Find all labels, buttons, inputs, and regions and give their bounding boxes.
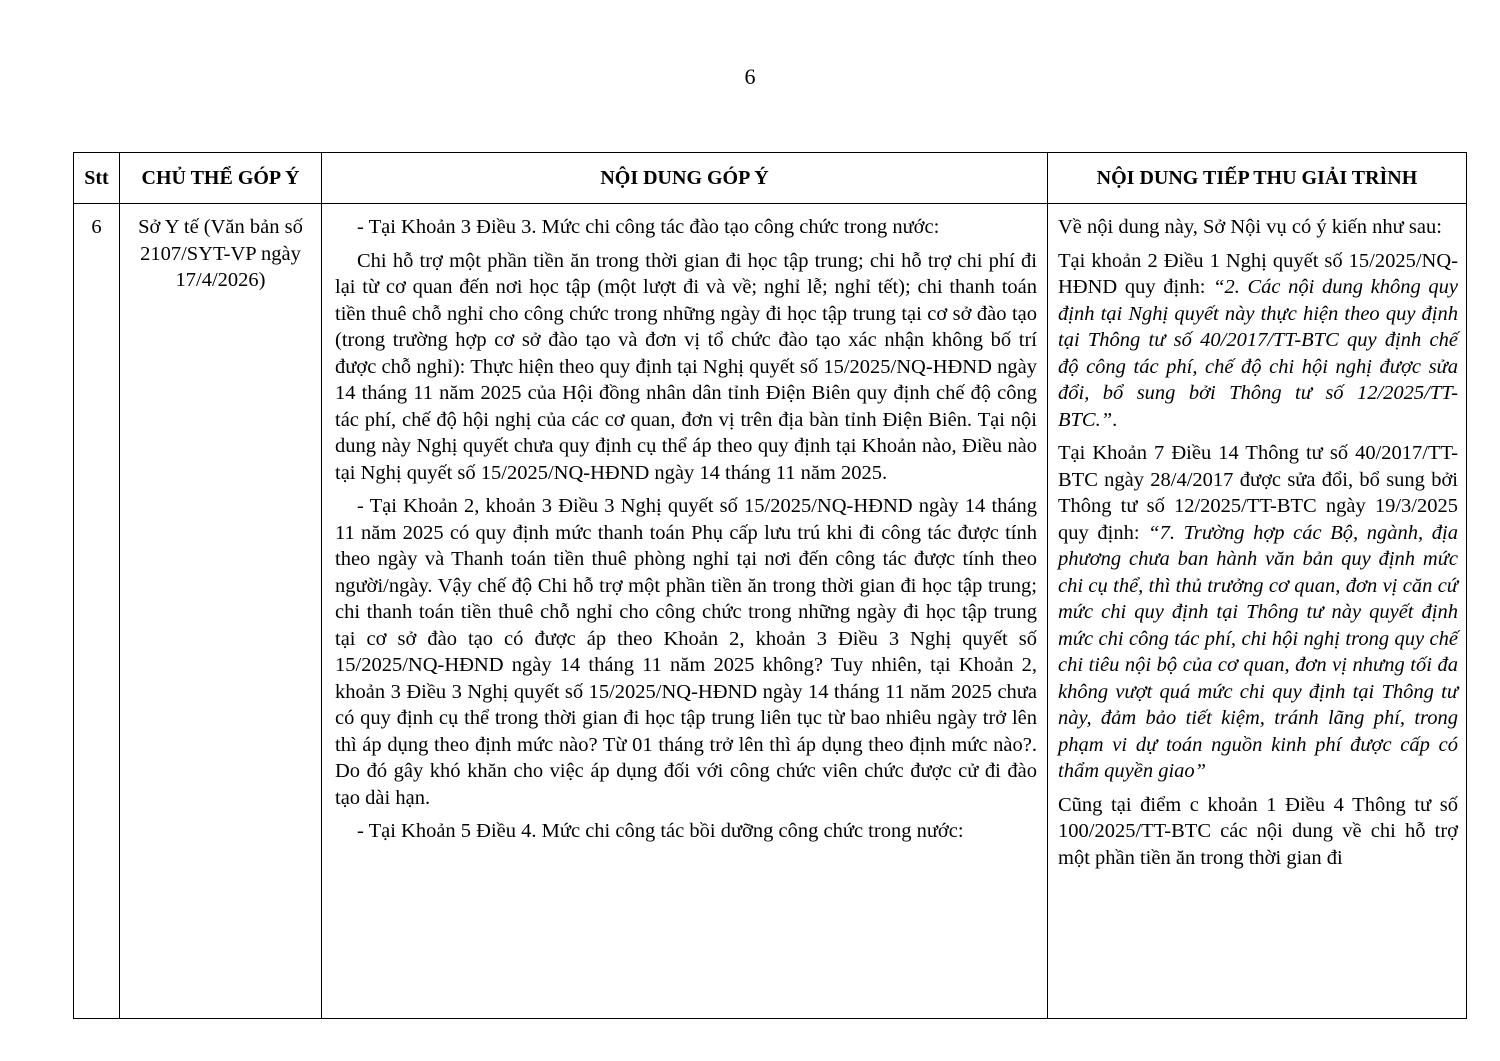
response-tail: . <box>1112 408 1118 431</box>
response-paragraph: Cũng tại điểm c khoản 1 Điều 4 Thông tư số 100/2025/TT-BTC các nội dung về chi hỗ trợ một phần tiền ăn trong thời gian đi <box>1058 793 1458 869</box>
content-paragraph: Chi hỗ trợ một phần tiền ăn trong thời gian đi học tập trung; chi hỗ trợ chi phí đi lại từ cơ quan đến nơi học tập (một lượt đi và về; nghỉ lễ; nghỉ tết); chi thanh toán tiền thuê chỗ nghỉ cho công chức trong những ngày đi học tập trung tại cơ sở đào tạo (trong trường hợp cơ sở đào tạo và đơn vị tổ chức đào tạo xác nhận không bố trí được chỗ nghỉ): Thực hiện theo quy định tại Nghị quyết số 15/2025/NQ-HĐND ngày 14 tháng 11 năm 2025 của Hội đồng nhân dân tỉnh Điện Biên quy định chế độ công tác phí, chế độ hội nghị của các cơ quan, đơn vị trên địa bàn tỉnh Điện Biên. Tại nội dung này Nghị quyết chưa quy định cụ thể áp theo quy định tại Khoản nào, Điều nào tại Nghị quyết số 15/2025/NQ-HĐND ngày 14 tháng 11 năm 2025. <box>335 249 1037 484</box>
table-row <box>74 204 1467 1019</box>
feedback-table <box>73 152 1467 1019</box>
header-response: NỘI DUNG TIẾP THU GIẢI TRÌNH <box>1048 153 1467 204</box>
response-lead: Tại Khoản 7 Điều 14 Thông tư số 40/2017/TT-BTC ngày 28/4/2017 được sửa đổi, bổ sung bởi Thông tư số 12/2025/TT-BTC ngày 19/3/2025 quy định: <box>1058 442 1458 544</box>
response-paragraph <box>1058 248 1458 434</box>
row-stt: 6 <box>74 204 120 1019</box>
content-paragraph: - Tại Khoản 5 Điều 4. Mức chi công tác bồi dưỡng công chức trong nước: <box>357 820 964 842</box>
content-paragraph: - Tại Khoản 3 Điều 3. Mức chi công tác đào tạo công chức trong nước: <box>357 216 940 238</box>
row-content <box>322 204 1048 1019</box>
header-subject: CHỦ THỂ GÓP Ý <box>120 153 322 204</box>
row-subject: Sở Y tế (Văn bản số 2107/SYT-VP ngày 17/4/2026) <box>120 204 322 1019</box>
header-content: NỘI DUNG GÓP Ý <box>322 153 1048 204</box>
page-number: 6 <box>744 64 756 89</box>
response-lead: Tại khoản 2 Điều 1 Nghị quyết số 15/2025/NQ-HĐND quy định: <box>1058 249 1458 298</box>
table-header-row <box>74 153 1467 204</box>
content-paragraph: - Tại Khoản 2, khoản 3 Điều 3 Nghị quyết số 15/2025/NQ-HĐND ngày 14 tháng 11 năm 2025 có quy định mức thanh toán Phụ cấp lưu trú khi đi công tác được tính theo ngày và Thanh toán tiền thuê phòng nghỉ tại nơi đến công tác được tính theo người/ngày. Vậy chế độ Chi hỗ trợ một phần tiền ăn trong thời gian đi học tập trung; chi thanh toán tiền thuê chỗ nghỉ cho công chức trong những ngày đi học tập trung tại cơ sở đào tạo có được áp theo Khoản 2, khoản 3 Điều 3 Nghị quyết số 15/2025/NQ-HĐND ngày 14 tháng 11 năm 2025 không? Tuy nhiên, tại Khoản 2, khoản 3 Điều 3 Nghị quyết số 15/2025/NQ-HĐND ngày 14 tháng 11 năm 2025 chưa có quy định cụ thể trong thời gian đi học tập trung liên tục từ bao nhiêu ngày trở lên thì áp dụng theo định mức nào? Từ 01 tháng trở lên thì áp dụng theo định mức nào?. Do đó gây khó khăn cho việc áp dụng đối với công chức viên chức được cử đi đào tạo dài hạn. <box>335 495 1037 809</box>
response-quote: “7. Trường hợp các Bộ, ngành, địa phương chưa ban hành văn bản quy định mức chi cụ thể, thì thủ trưởng cơ quan, đơn vị căn cứ mức chi quy định tại Thông tư này quyết định mức chi công tác phí, chi hội nghị trong quy chế chi tiêu nội bộ của cơ quan, đơn vị nhưng tối đa không vượt quá mức chi quy định tại Thông tư này, đảm bảo tiết kiệm, tránh lãng phí, trong phạm vi dự toán nguồn kinh phí được cấp có thẩm quyền giao” <box>1058 521 1458 782</box>
response-quote: “2. Các nội dung không quy định tại Nghị quyết này thực hiện theo quy định tại Thông tư số 40/2017/TT-BTC quy định chế độ công tác phí, chế độ chi hội nghị được sửa đổi, bổ sung bởi Thông tư số 12/2025/TT-BTC.” <box>1058 276 1458 431</box>
response-paragraph <box>1058 440 1458 785</box>
response-paragraph: Về nội dung này, Sở Nội vụ có ý kiến như sau: <box>1058 216 1442 238</box>
header-stt: Stt <box>74 153 120 204</box>
row-response <box>1048 204 1467 1019</box>
